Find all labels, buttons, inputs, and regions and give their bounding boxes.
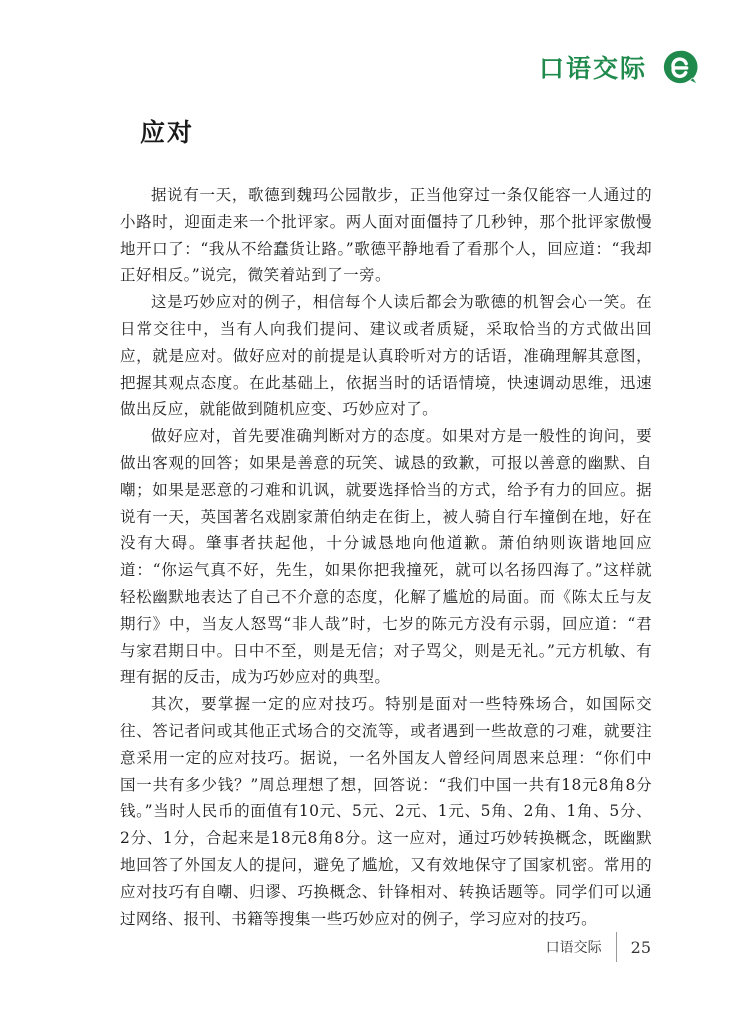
page-number: 25 — [630, 937, 651, 957]
paragraph-1: 据说有一天，歌德到魏玛公园散步，正当他穿过一条仅能容一人通过的小路时，迎面走来一个批评家。两人面对面僵持了几秒钟，那个批评家傲慢地开口了：“我从不给蠢货让路。”歌德平静地看了看那个人，回应道：“我却正好相反。”说完，微笑着站到了一旁。 — [120, 186, 652, 285]
page-header — [539, 48, 699, 86]
footer-divider — [616, 932, 617, 962]
paragraph-2: 这是巧妙应对的例子，相信每个人读后都会为歌德的机智会心一笑。在日常交往中，当有人向我们提问、建议或者质疑，采取恰当的方式做出回应，就是应对。做好应对的前提是认真聆听对方的话语，准确理解其意图，把握其观点态度。在此基础上，依据当时的话语情境，快速调动思维，迅速做出反应，就能做到随机应变、巧妙应对了。 — [120, 293, 652, 419]
section-title: 口语交际 — [538, 54, 647, 83]
article-body — [120, 182, 652, 932]
footer-section-label: 口语交际 — [545, 940, 602, 956]
paragraph-4: 其次，要掌握一定的应对技巧。特别是面对一些特殊场合，如国际交往、答记者问或其他正式场合的交流等，或者遇到一些故意的刁难，就要注意采用一定的应对技巧。据说，一名外国友人曾经问周恩来总理：“你们中国一共有多少钱？”周总理想了想，回答说：“我们中国一共有18元8角8分钱。”当时人民币的面值有10元、5元、2元、1元、5角、2角、1角、5分、2分、1分，合起来是18元8角8分。这一应对，通过巧妙转换概念，既幽默地回答了外国友人的提问，避免了尴尬，又有效地保守了国家机密。常用的应对技巧有自嘲、归谬、巧换概念、针锋相对、转换话题等。同学们可以通过网络、报刊、书籍等搜集一些巧妙应对的例子，学习应对的技巧。 — [120, 695, 652, 928]
speech-bubble-e-icon — [661, 48, 699, 86]
page-title: 应对 — [140, 118, 195, 147]
page-footer — [546, 932, 651, 962]
paragraph-3: 做好应对，首先要准确判断对方的态度。如果对方是一般性的询问，要做出客观的回答；如果是善意的玩笑、诚恳的致歉，可报以善意的幽默、自嘲；如果是恶意的刁难和讥讽，就要选择恰当的方式，给予有力的回应。据说有一天，英国著名戏剧家萧伯纳走在街上，被人骑自行车撞倒在地，好在没有大碍。肇事者扶起他，十分诚恳地向他道歉。萧伯纳则诙谐地回应道：“你运气真不好，先生，如果你把我撞死，就可以名扬四海了。”这样就轻松幽默地表达了自己不介意的态度，化解了尴尬的局面。而《陈太丘与友期行》中，当友人怒骂“非人哉”时，七岁的陈元方没有示弱，回应道：“君与家君期日中。日中不至，则是无信；对子骂父，则是无礼。”元方机敏、有理有据的反击，成为巧妙应对的典型。 — [120, 427, 652, 687]
